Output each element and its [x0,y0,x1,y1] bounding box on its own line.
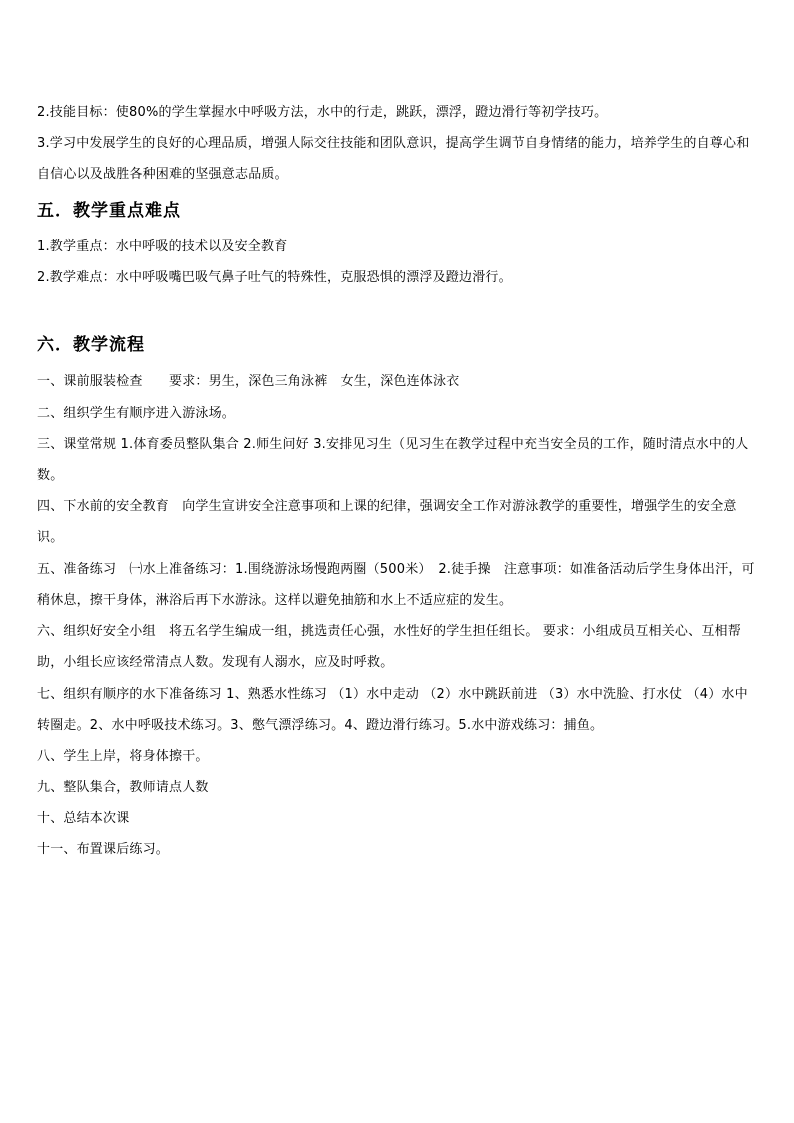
process-step-1: 一、课前服装检查 要求：男生，深色三角泳裤 女生，深色连体泳衣 [37,374,460,389]
difficulty-item: 2.教学难点：水中呼吸嘴巴吸气鼻子吐气的特殊性，克服恐惧的漂浮及蹬边滑行。 [37,270,512,285]
process-step-5: 五、准备练习 ㈠水上准备练习：1.围绕游泳场慢跑两圈（500米） 2.徒手操 注意事项：如准备活动后学生身体出汗，可稍休息，擦干身体，淋浴后再下水游泳。这样以避免抽筋和水上不适应症的发生。 [37,562,755,608]
section-heading-teaching-process: 六．教学流程 [37,335,145,355]
section-heading-key-points: 五．教学重点难点 [37,201,181,221]
process-step-10: 十、总结本次课 [37,811,130,826]
process-step-2: 二、组织学生有顺序进入游泳场。 [37,406,236,421]
process-step-9: 九、整队集合，教师请点人数 [37,780,209,795]
process-step-11: 十一、布置课后练习。 [37,842,170,857]
objective-2: 2.技能目标：使80%的学生掌握水中呼吸方法，水中的行走，跳跃，漂浮，蹬边滑行等初学技巧。 [37,105,608,120]
process-step-4: 四、下水前的安全教育 向学生宣讲安全注意事项和上课的纪律，强调安全工作对游泳教学的重要性，增强学生的安全意识。 [37,499,737,545]
process-step-3: 三、课堂常规 1.体育委员整队集合 2.师生问好 3.安排见习生（见习生在教学过程中充当安全员的工作，随时清点水中的人数。 [37,437,749,483]
objective-3: 3.学习中发展学生的良好的心理品质，增强人际交往技能和团队意识，提高学生调节自身情绪的能力，培养学生的自尊心和自信心以及战胜各种困难的坚强意志品质。 [37,136,750,182]
process-step-6: 六、组织好安全小组 将五名学生编成一组，挑选责任心强，水性好的学生担任组长。 要求：小组成员互相关心、互相帮助，小组长应该经常清点人数。发现有人溺水，应及时呼救。 [37,624,741,670]
process-step-7: 七、组织有顺序的水下准备练习 1、熟悉水性练习 （1）水中走动 （2）水中跳跃前进 （3）水中洗脸、打水仗 （4）水中转圈走。2、水中呼吸技术练习。3、憋气漂浮练习。4、蹬边滑行练习。5.水中游戏练习：捕鱼。 [37,687,748,733]
process-step-8: 八、学生上岸，将身体擦干。 [37,749,209,764]
key-point-item: 1.教学重点：水中呼吸的技术以及安全教育 [37,239,288,254]
